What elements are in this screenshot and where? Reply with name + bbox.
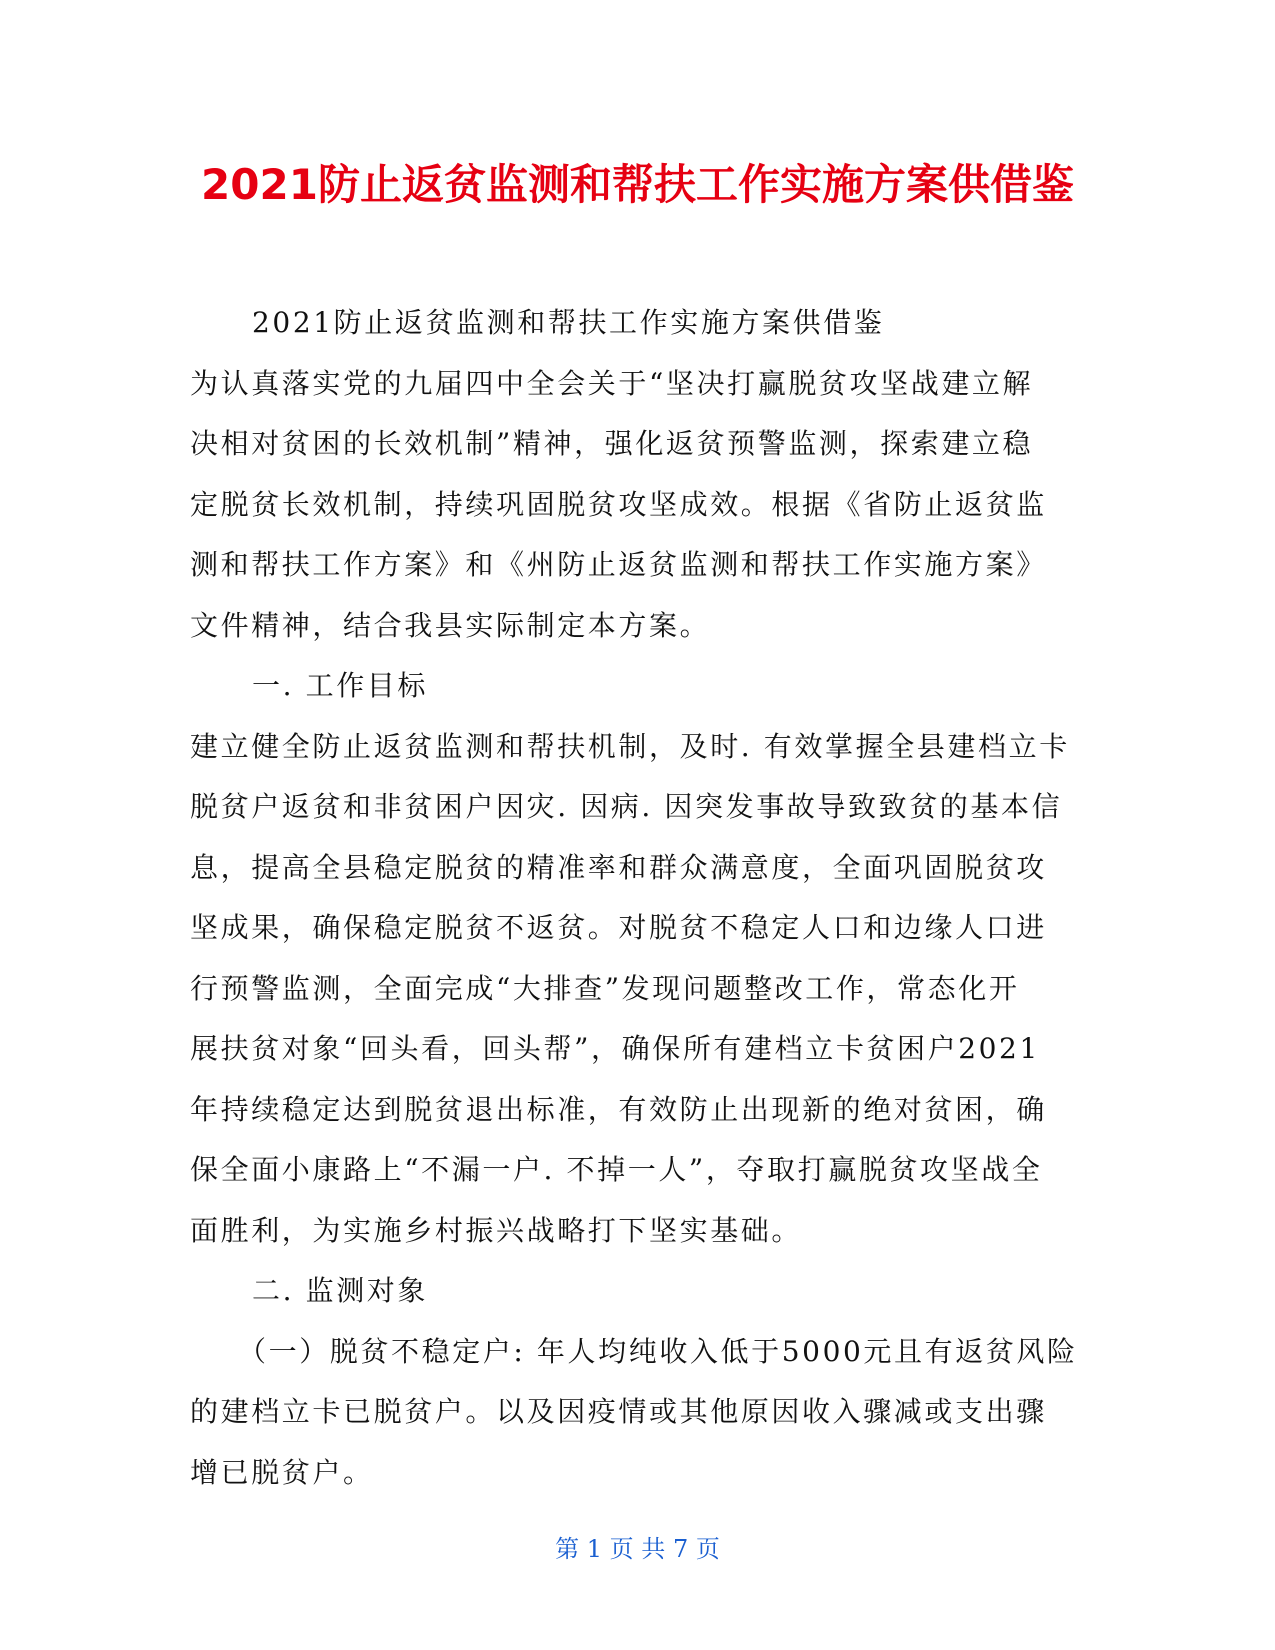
section-heading-monitoring-targets: 二. 监测对象 xyxy=(252,1274,429,1307)
body-line: 测和帮扶工作方案》和《州防止返贫监测和帮扶工作实施方案》 xyxy=(190,548,1047,581)
body-line: 增已脱贫户。 xyxy=(190,1455,374,1489)
body-line: 面胜利，为实施乡村振兴战略打下坚实基础。 xyxy=(190,1213,803,1247)
document-title: 2021防止返贫监测和帮扶工作实施方案供借鉴 xyxy=(201,160,1074,209)
body-line: 的建档立卡已脱贫户。以及因疫情或其他原因收入骤减或支出骤 xyxy=(190,1395,1047,1428)
body-line: （一）脱贫不稳定户: 年人均纯收入低于5000元且有返贫风险 xyxy=(238,1334,1078,1368)
body-line: 展扶贫对象“回头看，回头帮”，确保所有建档立卡贫困户2021 xyxy=(190,1032,1040,1065)
section-heading-work-goal: 一. 工作目标 xyxy=(252,669,429,702)
body-line: 年持续稳定达到脱贫退出标准，有效防止出现新的绝对贫困，确 xyxy=(190,1092,1047,1126)
body-line: 保全面小康路上“不漏一户. 不掉一人”，夺取打赢脱贫攻坚战全 xyxy=(190,1153,1043,1186)
body-line: 脱贫户返贫和非贫困户因灾. 因病. 因突发事故导致致贫的基本信 xyxy=(190,790,1063,823)
body-heading-line: 2021防止返贫监测和帮扶工作实施方案供借鉴 xyxy=(252,306,885,339)
body-line: 息，提高全县稳定脱贫的精准率和群众满意度，全面巩固脱贫攻 xyxy=(190,850,1047,884)
body-line: 为认真落实党的九届四中全会关于“坚决打赢脱贫攻坚战建立解 xyxy=(190,366,1034,400)
body-line: 行预警监测，全面完成“大排查”发现问题整改工作，常态化开 xyxy=(190,971,1020,1005)
body-line: 决相对贫困的长效机制”精神，强化返贫预警监测，探索建立稳 xyxy=(190,427,1034,460)
document-body xyxy=(190,293,1080,1503)
page-number-footer: 第 1 页 共 7 页 xyxy=(555,1535,720,1563)
body-line: 建立健全防止返贫监测和帮扶机制，及时. 有效掌握全县建档立卡 xyxy=(190,729,1070,763)
body-line: 定脱贫长效机制，持续巩固脱贫攻坚成效。根据《省防止返贫监 xyxy=(190,487,1047,521)
body-line: 坚成果，确保稳定脱贫不返贫。对脱贫不稳定人口和边缘人口进 xyxy=(190,911,1047,944)
body-line: 文件精神，结合我县实际制定本方案。 xyxy=(190,608,711,642)
